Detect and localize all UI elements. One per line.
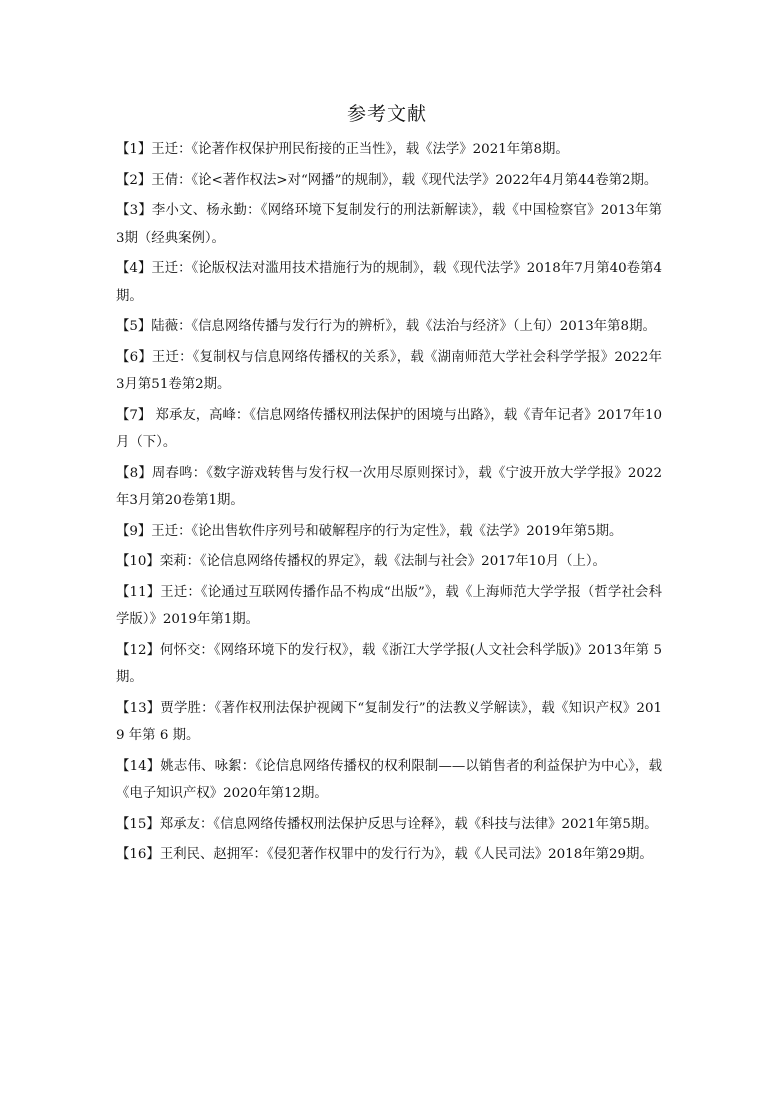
reference-item: 【12】何怀交：《网络环境下的发行权》，载《浙江大学学报(人文社会科学版)》2013年第 5期。 xyxy=(116,642,662,686)
reference-item: 【5】陆薇：《信息网络传播与发行行为的辨析》，载《法治与经济》（上旬）2013年第8期。 xyxy=(116,319,656,335)
page-title: 参考文献 xyxy=(346,103,427,125)
reference-item: 【13】贾学胜：《著作权刑法保护视阈下“复制发行”的法教义学解读》，载《知识产权》2019 年第 6 期。 xyxy=(116,700,662,744)
reference-item: 【10】栾莉：《论信息网络传播权的界定》，载《法制与社会》2017年10月（上）。 xyxy=(116,554,606,570)
reference-item: 【4】王迁：《论版权法对滥用技术措施行为的规制》，载《现代法学》2018年7月第40卷第4期。 xyxy=(116,261,662,304)
reference-item: 【6】王迁：《复制权与信息网络传播权的关系》，载《湖南师范大学社会科学学报》2022年3月第51卷第2期。 xyxy=(116,349,662,393)
reference-item: 【3】李小文、杨永勤：《网络环境下复制发行的刑法新解读》，载《中国检察官》2013年第3期（经典案例）。 xyxy=(116,203,662,246)
reference-item: 【9】王迁：《论出售软件序列号和破解程序的行为定性》，载《法学》2019年第5期。 xyxy=(116,523,623,539)
reference-item: 【14】姚志伟、咏絮：《论信息网络传播权的权利限制——以销售者的利益保护为中心》，载《电子知识产权》2020年第12期。 xyxy=(116,758,662,801)
reference-list xyxy=(116,136,662,872)
reference-item: 【11】王迁：《论通过互联网传播作品不构成“出版”》，载《上海师范大学学报（哲学社会科学版）》2019年第1期。 xyxy=(116,585,662,628)
reference-item: 【8】周春鸣：《数字游戏转售与发行权一次用尽原则探讨》，载《宁波开放大学学报》2022年3月第20卷第1期。 xyxy=(116,465,662,508)
reference-item: 【16】王利民、赵拥军：《侵犯著作权罪中的发行行为》，载《人民司法》2018年第29期。 xyxy=(116,847,653,863)
reference-item: 【1】王迁：《论著作权保护刑民衔接的正当性》，载《法学》2021年第8期。 xyxy=(116,142,569,157)
reference-item: 【7】 郑承友，高峰：《信息网络传播权刑法保护的困境与出路》，载《青年记者》2017年10月（下）。 xyxy=(116,407,662,451)
reference-item: 【15】郑承友：《信息网络传播权刑法保护反思与诠释》，载《科技与法律》2021年第5期。 xyxy=(116,816,658,832)
reference-item: 【2】王倩：《论<著作权法>对“网播”的规制》，载《现代法学》2022年4月第44卷第2期。 xyxy=(116,172,658,188)
